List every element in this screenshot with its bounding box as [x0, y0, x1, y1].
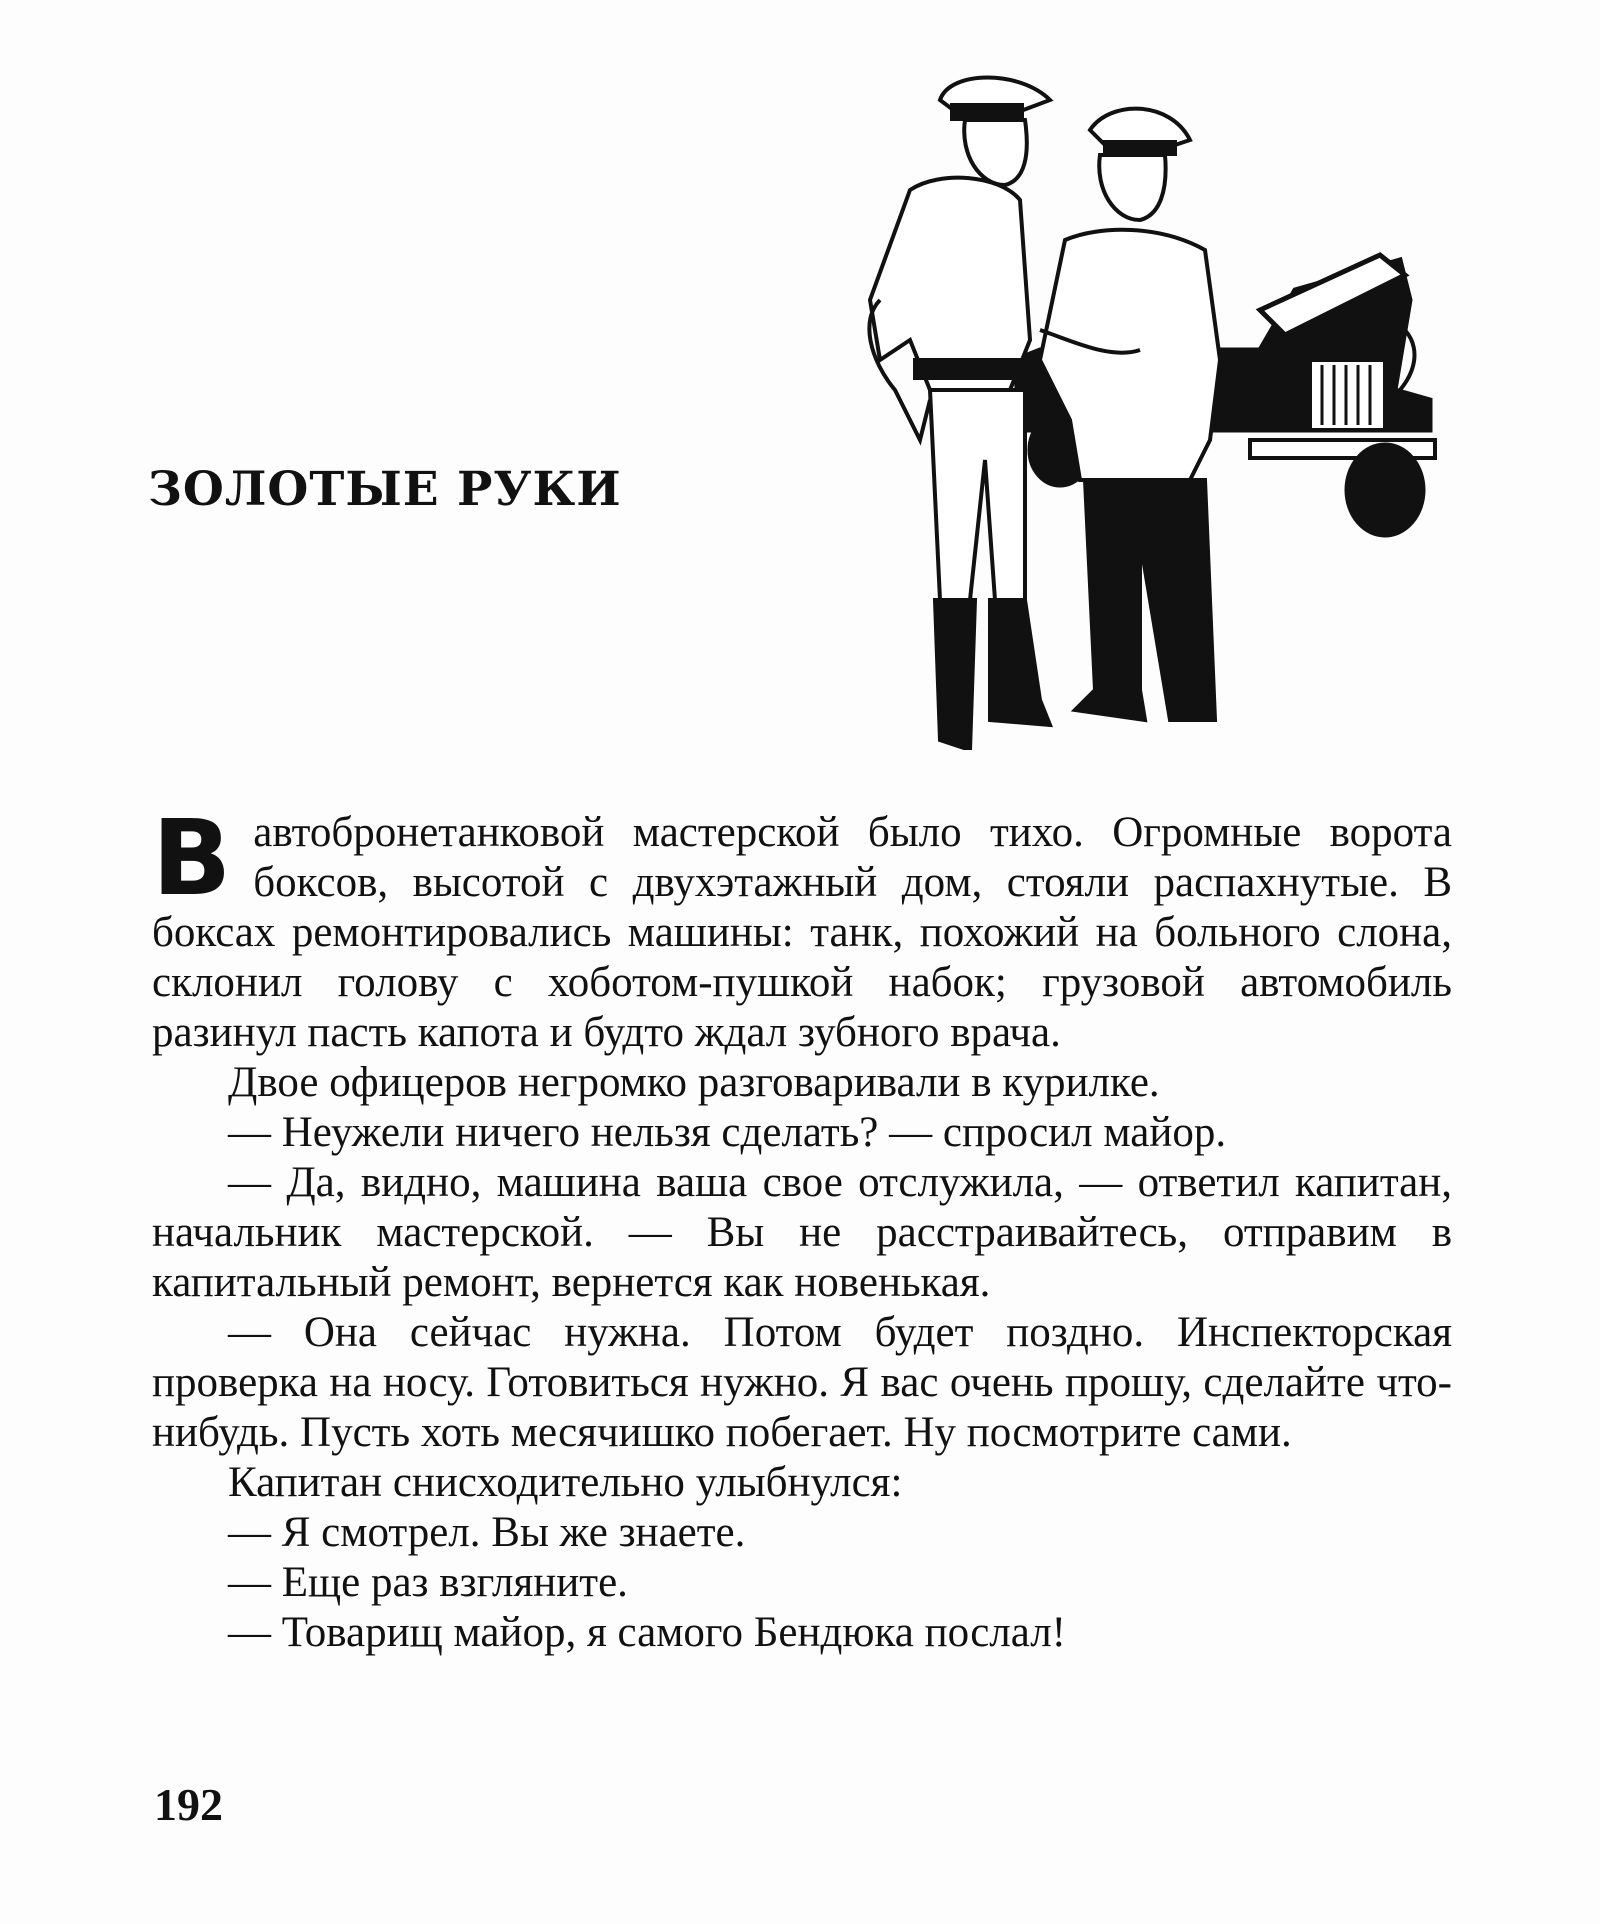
drop-cap: В	[152, 797, 232, 919]
paragraph-7: — Я смотрел. Вы же знаете.	[228, 1509, 746, 1556]
paragraph-1	[152, 797, 1452, 1058]
story-text	[152, 797, 1452, 1658]
page-number: 192	[154, 1779, 223, 1830]
paragraph-3: — Неужели ничего нельзя сделать? — спросил майор.	[228, 1109, 1227, 1156]
paragraph-6: Капитан снисходительно улыбнулся:	[228, 1459, 903, 1506]
chapter-title: ЗОЛОТЫЕ РУКИ	[148, 462, 622, 517]
paragraph-4: — Да, видно, машина ваша свое отслужила, — ответил капитан, начальник мастерской. — Вы не расстраивайтесь, отправим в капитальный ремонт, вернется как новенькая.	[152, 1159, 1452, 1306]
paragraph-8: — Еще раз взгляните.	[228, 1559, 628, 1606]
officers-by-truck-illustration	[840, 60, 1440, 750]
paragraph-1-text: автобронетанковой мастерской было тихо. Огромные ворота боксов, высотой с двухэтажный дом, стояли распахнутые. В боксах ремонтировались машины: танк, похожий на больного слона, склонил голову с хоботом-пушкой набок; грузовой автомобиль разинул пасть капота и будто ждал зубного врача.	[152, 809, 1452, 1056]
paragraph-5: — Она сейчас нужна. Потом будет поздно. Инспекторская проверка на носу. Готовиться нужно. Я вас очень прошу, сделайте что-нибудь. Пусть хоть месячишко побегает. Ну посмотрите сами.	[152, 1309, 1452, 1456]
right-officer-drawing	[1040, 109, 1220, 720]
left-officer-drawing	[869, 78, 1050, 751]
paragraph-9: — Товарищ майор, я самого Бендюка послал!	[228, 1609, 1066, 1656]
paragraph-2: Двое офицеров негромко разговаривали в курилке.	[228, 1059, 1160, 1106]
